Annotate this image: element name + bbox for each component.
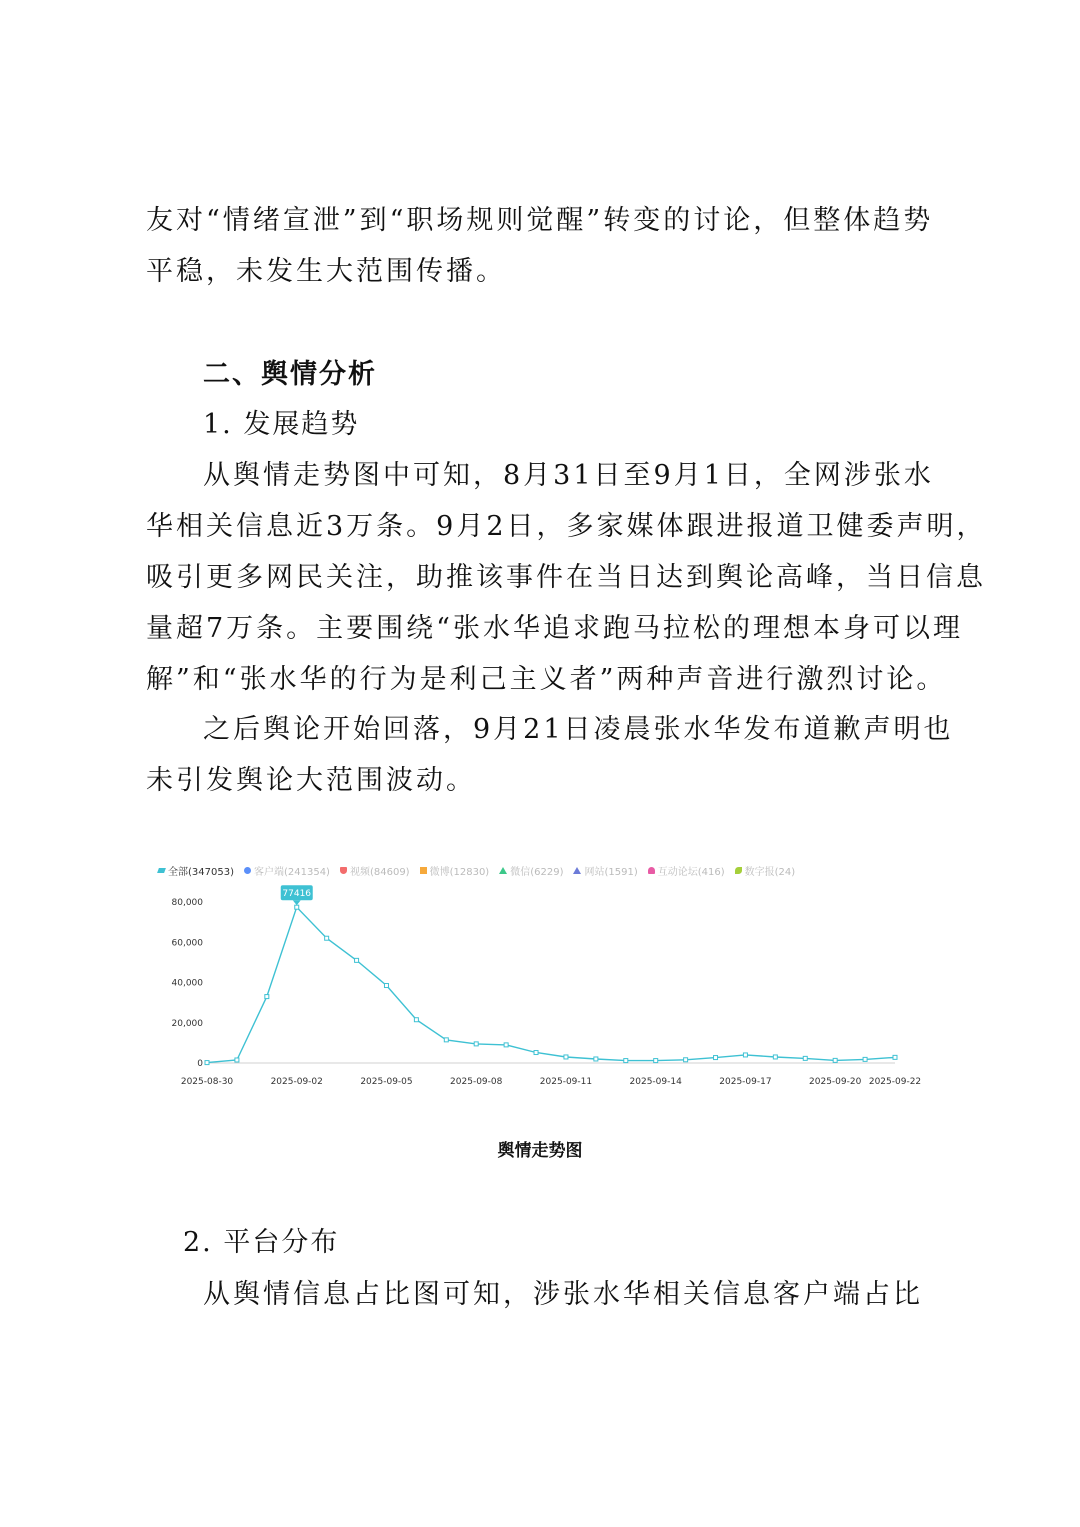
data-point [265, 995, 269, 999]
peak-label-pointer [293, 900, 301, 905]
legend-item-digital-paper[interactable]: 数字报(24) [735, 863, 796, 878]
data-point [504, 1043, 508, 1047]
data-point [564, 1055, 568, 1059]
leaf-icon [735, 867, 742, 874]
arrow-icon [573, 867, 581, 874]
chart-caption: 舆情走势图 [497, 1141, 583, 1161]
x-tick-label: 2025-09-08 [450, 1077, 503, 1087]
data-point [893, 1055, 897, 1059]
data-point [325, 936, 329, 940]
chart-legend [158, 863, 795, 878]
legend-item-weibo[interactable]: 微博(12830) [420, 863, 490, 878]
subsection-platform-title: 2. 平台分布 [183, 1227, 340, 1258]
trend-line-2: 华相关信息近3万条。9月2日，多家媒体跟进报道卫健委声明， [146, 511, 987, 542]
trend-paragraph [146, 450, 987, 705]
x-tick-label: 2025-09-14 [629, 1077, 682, 1087]
x-tick-label: 2025-09-05 [360, 1077, 413, 1087]
data-point [714, 1056, 718, 1060]
legend-item-all[interactable]: 全部(347053) [158, 863, 234, 878]
after-line-1: 之后舆论开始回落，9月21日凌晨张水华发布道歉声明也 [203, 714, 954, 745]
trend-line-1: 从舆情走势图中可知，8月31日至9月1日，全网涉张水 [203, 460, 934, 491]
series-line-all [207, 907, 895, 1062]
x-tick-label: 2025-09-02 [270, 1077, 323, 1087]
data-point [295, 905, 299, 909]
x-tick-label: 2025-09-20 [809, 1077, 862, 1087]
data-point [474, 1042, 478, 1046]
square-icon [420, 867, 427, 874]
y-tick-label: 20,000 [171, 1018, 203, 1029]
section-title: 二、舆情分析 [203, 359, 377, 390]
legend-item-wechat[interactable]: 微信(6229) [499, 863, 563, 878]
data-point [803, 1056, 807, 1060]
data-point [863, 1057, 867, 1061]
data-point [624, 1059, 628, 1063]
data-point [684, 1058, 688, 1062]
peak-data-label: 77416 [282, 889, 312, 900]
data-point [534, 1051, 538, 1055]
data-point [414, 1018, 418, 1022]
data-point [205, 1061, 209, 1065]
pin-icon [648, 867, 655, 874]
legend-item-video[interactable]: 视频(84609) [340, 863, 410, 878]
chart-plot-area [150, 855, 940, 1100]
subsection-trend-title: 1. 发展趋势 [203, 409, 360, 440]
y-tick-label: 40,000 [171, 978, 203, 989]
data-point [235, 1058, 239, 1062]
legend-item-client[interactable]: 客户端(241354) [244, 863, 330, 878]
platform-line-1: 从舆情信息占比图可知，涉张水华相关信息客户端占比 [203, 1279, 923, 1310]
circle-icon [244, 867, 251, 874]
platform-paragraph [146, 1269, 946, 1320]
trend-line-4: 量超7万条。主要围绕“张水华追求跑马拉松的理想本身可以理 [146, 613, 963, 644]
data-point [444, 1038, 448, 1042]
x-tick-label: 2025-09-11 [539, 1077, 593, 1087]
data-point [384, 984, 388, 988]
x-tick-label: 2025-09-17 [719, 1077, 772, 1087]
legend-item-forum[interactable]: 互动论坛(416) [648, 863, 725, 878]
data-point [773, 1055, 777, 1059]
intro-line-2: 平稳，未发生大范围传播。 [146, 256, 506, 287]
after-line-2: 未引发舆论大范围波动。 [146, 765, 476, 796]
data-point [654, 1059, 658, 1063]
y-tick-label: 0 [197, 1059, 203, 1069]
y-tick-label: 60,000 [171, 938, 203, 949]
trend-chart [150, 855, 940, 1100]
triangle-icon [499, 867, 507, 874]
after-paragraph [146, 704, 954, 806]
intro-paragraph [146, 195, 946, 297]
data-point [355, 958, 359, 962]
data-point [833, 1058, 837, 1062]
data-point [743, 1053, 747, 1057]
parallelogram-icon [157, 868, 166, 873]
legend-item-website[interactable]: 网站(1591) [573, 863, 637, 878]
trend-line-3: 吸引更多网民关注，助推该事件在当日达到舆论高峰，当日信息 [146, 562, 986, 593]
data-point [594, 1057, 598, 1061]
shield-icon [340, 867, 347, 874]
trend-line-5: 解”和“张水华的行为是利己主义者”两种声音进行激烈讨论。 [146, 664, 947, 695]
intro-line-1: 友对“情绪宣泄”到“职场规则觉醒”转变的讨论，但整体趋势 [146, 205, 934, 236]
y-tick-label: 80,000 [171, 898, 203, 908]
x-tick-label: 2025-08-30 [180, 1077, 234, 1087]
x-tick-label: 2025-09-22 [868, 1077, 922, 1087]
